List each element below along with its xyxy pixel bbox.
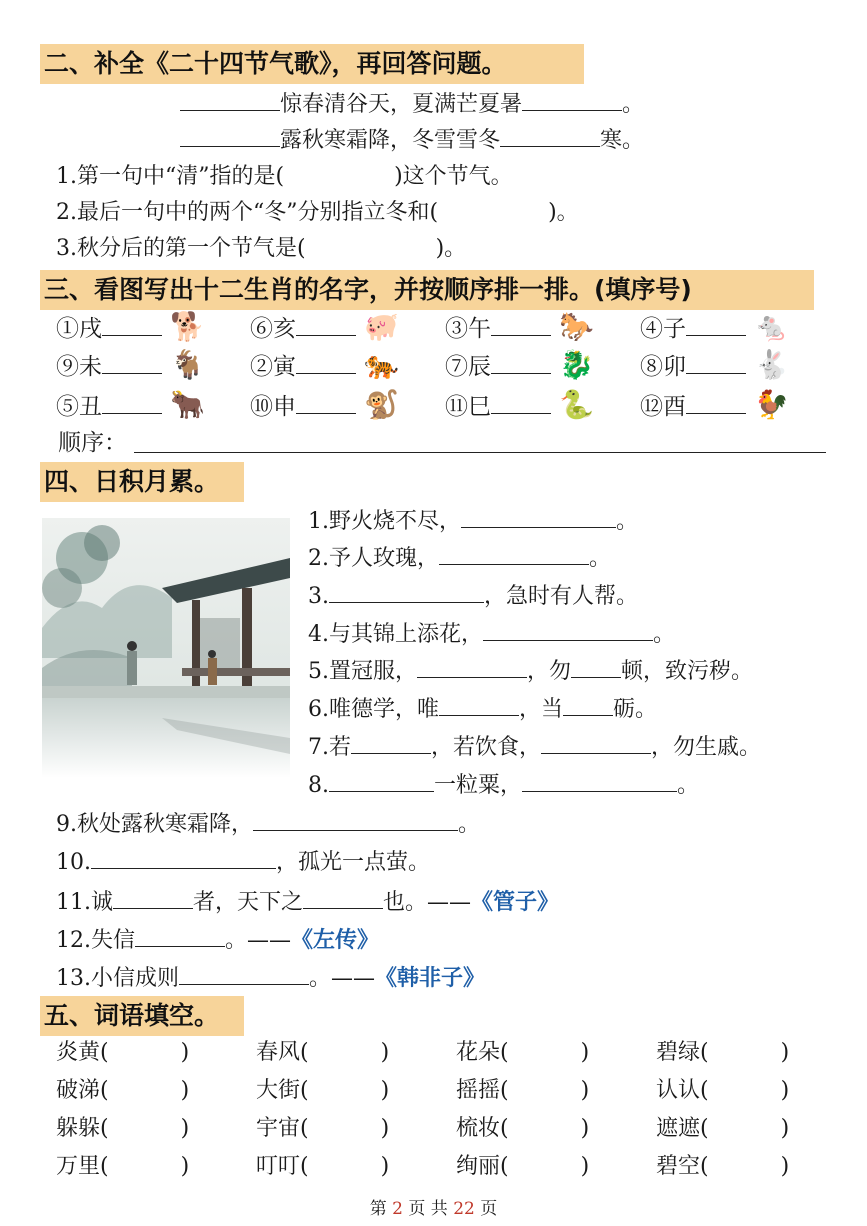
vocab-item [656, 1038, 789, 1068]
poem-line-1: 惊春清谷天，夏满芒夏暑 。 [180, 88, 644, 120]
blank[interactable] [522, 769, 677, 792]
zodiac-label: ④子 [640, 316, 686, 342]
vocab-word: 宇宙( [256, 1116, 309, 1141]
vocab-close-paren: ) [580, 1154, 590, 1179]
source-zuozhuan: 《左传》 [291, 927, 380, 953]
vocab-close-paren: ) [580, 1078, 590, 1103]
blank[interactable] [417, 655, 527, 678]
vocab-close-paren: ) [180, 1040, 190, 1065]
item-4-1: 1.野火烧不尽， 。 [308, 505, 638, 537]
blank[interactable] [439, 693, 519, 716]
zodiac-label: ⑫酉 [640, 394, 686, 420]
rabbit-icon: 🐇 [754, 348, 789, 381]
dragon-icon: 🐉 [559, 348, 594, 381]
ink-landscape-pavilion-illustration [42, 518, 290, 778]
question-1: 1.第一句中“清”指的是( )这个节气。 [56, 164, 513, 189]
vocab-item [656, 1114, 789, 1144]
vocab-word: 春风( [256, 1040, 309, 1065]
question-3: 3.秋分后的第一个节气是( )。 [56, 236, 467, 261]
vocab-item [456, 1038, 589, 1068]
zodiac-item [640, 350, 789, 382]
blank[interactable] [180, 88, 280, 111]
mouse-icon: 🐁 [754, 310, 789, 343]
vocab-item [456, 1114, 589, 1144]
vocab-word: 叮叮( [256, 1154, 309, 1179]
pig-icon: 🐖 [364, 310, 399, 343]
vocab-close-paren: ) [780, 1040, 790, 1065]
item-4-11: 11.诚 者，天下之 也。——《管子》 [56, 886, 559, 918]
vocab-item [56, 1114, 189, 1144]
zodiac-item [56, 350, 205, 382]
blank[interactable] [541, 731, 651, 754]
ox-icon: 🐂 [170, 388, 205, 421]
page-footer: 第 2 页 共 22 页 [369, 1199, 498, 1219]
vocab-close-paren: ) [380, 1154, 390, 1179]
order-answer-line[interactable] [134, 452, 826, 453]
blank[interactable] [329, 769, 434, 792]
zodiac-answer-blank[interactable] [491, 313, 551, 336]
vocab-word: 大街( [256, 1078, 309, 1103]
zodiac-item [445, 390, 594, 422]
rooster-icon: 🐓 [754, 388, 789, 421]
blank[interactable] [500, 124, 600, 147]
section-4-title: 四、日积月累。 [40, 462, 244, 502]
zodiac-answer-blank[interactable] [296, 351, 356, 374]
vocab-close-paren: ) [380, 1116, 390, 1141]
zodiac-answer-blank[interactable] [296, 391, 356, 414]
zodiac-label: ③午 [445, 316, 491, 342]
page-number: 2 [392, 1199, 403, 1219]
item-4-4: 4.与其锦上添花， 。 [308, 618, 675, 650]
vocab-close-paren: ) [180, 1154, 190, 1179]
zodiac-label: ⑪巳 [445, 394, 491, 420]
vocab-item [56, 1152, 189, 1182]
zodiac-item [445, 312, 594, 344]
zodiac-item [640, 390, 789, 422]
vocab-word: 绚丽( [456, 1154, 509, 1179]
item-4-9: 9.秋处露秋寒霜降， 。 [56, 808, 480, 840]
zodiac-item [56, 312, 205, 344]
zodiac-answer-blank[interactable] [102, 313, 162, 336]
vocab-close-paren: ) [780, 1078, 790, 1103]
vocab-word: 躲躲( [56, 1116, 109, 1141]
item-4-6: 6.唯德学，唯 ，当 砺。 [308, 693, 657, 725]
vocab-word: 炎黄( [56, 1040, 109, 1065]
zodiac-answer-blank[interactable] [686, 351, 746, 374]
vocab-word: 碧绿( [656, 1040, 709, 1065]
vocab-close-paren: ) [180, 1116, 190, 1141]
vocab-item [456, 1152, 589, 1182]
zodiac-label: ⑦辰 [445, 354, 491, 380]
vocab-word: 万里( [56, 1154, 109, 1179]
zodiac-item [640, 312, 789, 344]
tiger-icon: 🐅 [364, 348, 399, 381]
vocab-word: 碧空( [656, 1154, 709, 1179]
blank[interactable] [439, 542, 589, 565]
zodiac-label: ①戌 [56, 316, 102, 342]
blank[interactable] [351, 731, 431, 754]
vocab-item [56, 1076, 189, 1106]
blank[interactable] [329, 580, 484, 603]
zodiac-item [250, 390, 399, 422]
zodiac-answer-blank[interactable] [296, 313, 356, 336]
blank[interactable] [113, 886, 193, 909]
snake-icon: 🐍 [559, 388, 594, 421]
zodiac-label: ⑤丑 [56, 394, 102, 420]
blank[interactable] [253, 808, 458, 831]
zodiac-answer-blank[interactable] [102, 391, 162, 414]
blank[interactable] [180, 124, 280, 147]
vocab-item [256, 1114, 389, 1144]
blank[interactable] [303, 886, 383, 909]
blank[interactable] [483, 618, 653, 641]
item-4-3: 3. ，急时有人帮。 [308, 580, 638, 612]
zodiac-item [56, 390, 205, 422]
zodiac-answer-blank[interactable] [491, 391, 551, 414]
item-4-2: 2.予人玫瑰， 。 [308, 542, 611, 574]
vocab-item [56, 1038, 189, 1068]
item-4-5: 5.置冠服， ，勿 顿，致污秽。 [308, 655, 753, 687]
item-4-10: 10. ，孤光一点萤。 [56, 846, 430, 878]
zodiac-answer-blank[interactable] [686, 391, 746, 414]
item-4-13: 13.小信成则 。——《韩非子》 [56, 962, 485, 994]
vocab-close-paren: ) [580, 1040, 590, 1065]
vocab-word: 遮遮( [656, 1116, 709, 1141]
vocab-close-paren: ) [580, 1116, 590, 1141]
zodiac-answer-blank[interactable] [491, 351, 551, 374]
vocab-word: 花朵( [456, 1040, 509, 1065]
item-4-7: 7.若 ，若饮食， ，勿生戚。 [308, 731, 761, 763]
page-total: 22 [453, 1199, 475, 1219]
vocab-item [456, 1076, 589, 1106]
vocab-word: 认认( [656, 1078, 709, 1103]
vocab-item [656, 1152, 789, 1182]
vocab-item [256, 1152, 389, 1182]
source-hanfeizi: 《韩非子》 [375, 965, 486, 991]
vocab-close-paren: ) [380, 1040, 390, 1065]
vocab-word: 摇摇( [456, 1078, 509, 1103]
dog-icon: 🐕 [170, 310, 205, 343]
vocab-word: 破涕( [56, 1078, 109, 1103]
monkey-icon: 🐒 [364, 388, 399, 421]
zodiac-label: ⑥亥 [250, 316, 296, 342]
blank[interactable] [571, 655, 621, 678]
source-guanzi: 《管子》 [471, 889, 560, 915]
zodiac-item [250, 312, 399, 344]
zodiac-item [445, 350, 594, 382]
blank[interactable] [563, 693, 613, 716]
section-5-title: 五、词语填空。 [40, 996, 244, 1036]
zodiac-label: ②寅 [250, 354, 296, 380]
item-4-12: 12.失信 。——《左传》 [56, 924, 379, 956]
question-2: 2.最后一句中的两个“冬”分别指立冬和( )。 [56, 200, 579, 225]
vocab-close-paren: ) [780, 1154, 790, 1179]
vocab-close-paren: ) [380, 1078, 390, 1103]
goat-icon: 🐐 [170, 348, 205, 381]
blank[interactable] [135, 924, 225, 947]
blank[interactable] [91, 846, 276, 869]
vocab-close-paren: ) [780, 1116, 790, 1141]
vocab-close-paren: ) [180, 1078, 190, 1103]
zodiac-answer-blank[interactable] [686, 313, 746, 336]
blank[interactable] [522, 88, 622, 111]
horse-icon: 🐎 [559, 310, 594, 343]
order-label: 顺序： [58, 430, 127, 456]
section-2-title: 二、补全《二十四节气歌》，再回答问题。 [40, 44, 584, 84]
vocab-item [256, 1076, 389, 1106]
zodiac-label: ⑨未 [56, 354, 102, 380]
zodiac-label: ⑧卯 [640, 354, 686, 380]
zodiac-answer-blank[interactable] [102, 351, 162, 374]
zodiac-item [250, 350, 399, 382]
vocab-word: 梳妆( [456, 1116, 509, 1141]
vocab-item [656, 1076, 789, 1106]
section-3-title: 三、看图写出十二生肖的名字，并按顺序排一排。(填序号) [40, 270, 814, 310]
item-4-8: 8. 一粒粟， 。 [308, 769, 699, 801]
zodiac-label: ⑩申 [250, 394, 296, 420]
blank[interactable] [461, 505, 616, 528]
poem-line-2: 露秋寒霜降，冬雪雪冬 寒。 [180, 124, 644, 156]
vocab-item [256, 1038, 389, 1068]
blank[interactable] [179, 962, 309, 985]
